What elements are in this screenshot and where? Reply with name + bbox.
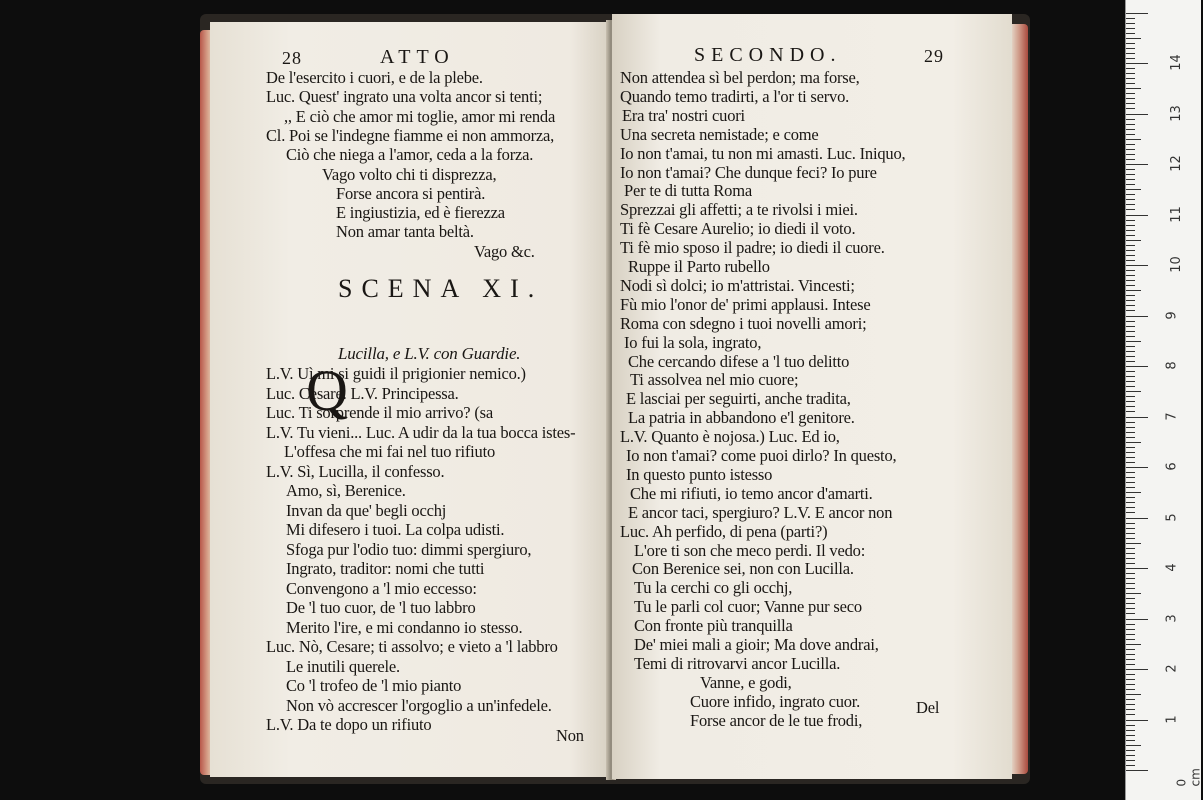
right-page-edge	[1010, 24, 1028, 774]
ruler-tick	[1126, 518, 1148, 519]
verse-line: Una secreta nemistade; e come	[620, 124, 819, 144]
ruler-tick	[1126, 427, 1135, 428]
ruler-tick	[1126, 169, 1135, 170]
ruler-number: 2	[1164, 664, 1180, 673]
ruler-tick	[1126, 492, 1141, 493]
ruler-tick	[1126, 447, 1135, 448]
verse-line: Tu le parli col cuor; Vanne pur seco	[634, 597, 862, 617]
verse-line: Ciò che niega a l'amor, ceda a la forza.	[286, 145, 534, 165]
ruler-tick	[1126, 199, 1135, 200]
ruler-tick	[1126, 735, 1135, 736]
ruler-tick	[1126, 603, 1135, 604]
ruler-tick	[1126, 462, 1135, 463]
ruler-tick	[1126, 33, 1135, 34]
ruler-tick	[1126, 401, 1135, 402]
ruler-number: 6	[1164, 462, 1180, 471]
ruler-tick	[1126, 43, 1135, 44]
measuring-ruler	[1125, 0, 1201, 800]
ruler-tick	[1126, 149, 1135, 150]
ruler-tick	[1126, 442, 1141, 443]
verse-line: La patria in abbandono e'l genitore.	[628, 408, 855, 428]
ruler-number: 12	[1168, 155, 1184, 172]
ruler-tick	[1126, 528, 1135, 529]
ruler-tick	[1126, 457, 1135, 458]
ruler-tick	[1126, 255, 1135, 256]
ruler-tick	[1126, 73, 1135, 74]
ruler-tick	[1126, 270, 1135, 271]
verse-line: Io fui la sola, ingrato,	[624, 332, 762, 352]
ruler-tick	[1126, 174, 1135, 175]
verse-line: L.V. Da te dopo un rifiuto	[266, 715, 432, 734]
verse-line: Non vò accrescer l'orgoglio a un'infedele.	[286, 695, 552, 715]
ruler-tick	[1126, 189, 1141, 190]
ruler-tick	[1126, 512, 1135, 513]
verse-line: Roma con sdegno i tuoi novelli amori;	[620, 313, 867, 333]
ruler-tick	[1126, 78, 1135, 79]
verse-line: In questo punto istesso	[626, 464, 773, 484]
ruler-tick	[1126, 770, 1148, 771]
ruler-tick	[1126, 88, 1141, 89]
ruler-tick	[1126, 406, 1135, 407]
ruler-number: 11	[1168, 205, 1184, 223]
ruler-tick	[1126, 53, 1135, 54]
ruler-tick	[1126, 543, 1141, 544]
catchword-right: Del	[916, 698, 940, 717]
ruler-tick	[1126, 98, 1135, 99]
ruler-tick	[1126, 507, 1135, 508]
verse-line: Luc. Nò, Cesare; ti assolvo; e vieto a 'l labbro	[266, 637, 558, 656]
ruler-tick	[1126, 432, 1135, 433]
ruler-tick	[1126, 139, 1141, 140]
ruler-tick	[1126, 336, 1135, 337]
verse-line: Le inutili querele.	[286, 656, 400, 676]
verse-line: Sprezzai gli affetti; a te rivolsi i miei.	[620, 200, 858, 220]
verse-line: Vanne, e godi,	[700, 672, 792, 692]
verse-line: Per te di tutta Roma	[624, 181, 752, 201]
ruler-tick	[1126, 437, 1135, 438]
verse-line: Forse ancor de le tue frodi,	[690, 710, 863, 730]
ruler-tick	[1126, 593, 1141, 594]
ruler-number: 3	[1164, 613, 1180, 623]
verse-line: Io non t'amai? come puoi dirlo? In questo,	[626, 446, 897, 465]
verse-line: Cl. Poi se l'indegne fiamme ei non ammorza,	[266, 125, 555, 145]
verse-line: Ti assolvea nel mio cuore;	[630, 370, 799, 390]
ruler-tick	[1126, 184, 1135, 185]
ruler-tick	[1126, 265, 1148, 266]
ruler-tick	[1126, 699, 1135, 700]
ruler-tick	[1126, 63, 1148, 64]
ruler-number: 1	[1164, 714, 1180, 724]
drop-cap: Q	[306, 358, 348, 423]
verse-line: Che cercando difese a 'l tuo delitto	[628, 351, 850, 371]
ruler-tick	[1126, 93, 1135, 94]
ruler-tick	[1126, 114, 1148, 115]
verse-line: Ti fè Cesare Aurelio; io diedi il voto.	[620, 219, 856, 239]
ruler-tick	[1126, 629, 1135, 630]
ruler-unit-label: 0 cm	[1174, 768, 1203, 787]
ruler-tick	[1126, 750, 1135, 751]
ruler-tick	[1126, 523, 1135, 524]
verse-line: Cuore infido, ingrato cuor.	[690, 691, 861, 711]
ruler-tick	[1126, 351, 1135, 352]
verse-line: Sfoga pur l'odio tuo: dimmi spergiuro,	[286, 539, 532, 559]
page-number-right: 29	[924, 46, 944, 66]
ruler-tick	[1126, 179, 1135, 180]
ruler-tick	[1126, 366, 1148, 367]
verse-line: Amo, sì, Berenice.	[286, 481, 406, 500]
verse-line: Nodi sì dolci; io m'attristai. Vincesti;	[620, 275, 855, 295]
ruler-tick	[1126, 220, 1135, 221]
verse-line: De 'l tuo cuor, de 'l tuo labbro	[286, 598, 476, 617]
ruler-tick	[1126, 472, 1135, 473]
scene-title: SCENA XI.	[338, 274, 544, 303]
ruler-number: 13	[1168, 104, 1184, 122]
right-page	[612, 14, 1012, 779]
verse-line: De' miei mali a gioir; Ma dove andrai,	[634, 635, 879, 654]
ruler-tick	[1126, 411, 1135, 412]
verse-line: Non amar tanta beltà.	[336, 222, 474, 242]
ruler-tick	[1126, 649, 1135, 650]
ruler-tick	[1126, 159, 1135, 160]
verse-line: L'ore ti son che meco perdi. Il vedo:	[634, 540, 866, 560]
ruler-tick	[1126, 285, 1135, 286]
verse-line: E ancor taci, spergiuro? L.V. E ancor non	[628, 502, 893, 522]
ruler-tick	[1126, 144, 1135, 145]
ruler-tick	[1126, 230, 1135, 231]
ruler-tick	[1126, 669, 1148, 670]
ruler-tick	[1126, 598, 1135, 599]
ruler-tick	[1126, 321, 1135, 322]
ruler-tick	[1126, 583, 1135, 584]
verse-line: L'offesa che mi fai nel tuo rifiuto	[284, 442, 496, 461]
ruler-tick	[1126, 38, 1141, 39]
ruler-tick	[1126, 497, 1135, 498]
ruler-tick	[1126, 477, 1135, 478]
ruler-tick	[1126, 674, 1135, 675]
ruler-tick	[1126, 740, 1135, 741]
ruler-tick	[1126, 346, 1135, 347]
ruler-tick	[1126, 467, 1148, 468]
ruler-tick	[1126, 341, 1141, 342]
ruler-tick	[1126, 765, 1135, 766]
ruler-tick	[1126, 396, 1135, 397]
verse-line: Convengono a 'l mio eccesso:	[286, 578, 477, 598]
ruler-tick	[1126, 326, 1135, 327]
ruler-tick	[1126, 709, 1135, 710]
running-head-right: SECONDO.	[694, 44, 842, 66]
verse-line: Io non t'amai? Che dunque feci? Io pure	[620, 162, 877, 182]
ruler-tick	[1126, 164, 1148, 165]
ruler-tick	[1126, 371, 1135, 372]
page-number-left: 28	[282, 48, 302, 68]
ruler-tick	[1126, 83, 1135, 84]
ruler-tick	[1126, 381, 1135, 382]
ruler-tick	[1126, 103, 1135, 104]
running-head-left: ATTO	[380, 46, 455, 68]
ruler-tick	[1126, 644, 1141, 645]
verse-line: Ingrato, traditor: nomi che tutti	[286, 559, 485, 578]
ruler-tick	[1126, 386, 1135, 387]
ruler-tick	[1126, 608, 1135, 609]
verse-line: Invan da que' begli occhj	[286, 500, 447, 520]
ruler-tick	[1126, 502, 1135, 503]
ruler-tick	[1126, 18, 1135, 19]
verse-line: Con Berenice sei, non con Lucilla.	[632, 559, 854, 579]
ruler-tick	[1126, 558, 1135, 559]
ruler-tick	[1126, 664, 1135, 665]
verse-line: Luc. Ti sorprende il mio arrivo? (sa	[266, 403, 493, 422]
ruler-number: 8	[1164, 361, 1180, 370]
ruler-tick	[1126, 356, 1135, 357]
ruler-tick	[1126, 310, 1135, 311]
ruler-tick	[1126, 240, 1141, 241]
ruler-tick	[1126, 331, 1135, 332]
ruler-number: 10	[1168, 256, 1184, 273]
ruler-tick	[1126, 568, 1148, 569]
ruler-number: 5	[1164, 512, 1180, 522]
ruler-tick	[1126, 533, 1135, 534]
verse-line: E lasciai per seguirti, anche tradita,	[626, 389, 851, 409]
ruler-tick	[1126, 704, 1135, 705]
ruler-tick	[1126, 563, 1135, 564]
ruler-number: 7	[1164, 411, 1180, 421]
ruler-tick	[1126, 376, 1135, 377]
ruler-number: 4	[1164, 563, 1180, 572]
ruler-tick	[1126, 194, 1135, 195]
verse-line: Vago volto chi ti disprezza,	[322, 164, 497, 184]
ruler-tick	[1126, 760, 1135, 761]
verse-line: Luc. Cesare. L.V. Principessa.	[266, 383, 459, 403]
ruler-tick	[1126, 275, 1135, 276]
ruler-tick	[1126, 209, 1135, 210]
ruler-tick	[1126, 452, 1135, 453]
ruler-tick	[1126, 487, 1135, 488]
verse-line: Co 'l trofeo de 'l mio pianto	[286, 676, 462, 695]
ruler-tick	[1126, 129, 1135, 130]
ruler-tick	[1126, 235, 1135, 236]
left-page	[210, 22, 610, 777]
verse-line: Ruppe il Parto rubello	[628, 257, 770, 276]
verse-line: Luc. Quest' ingrato una volta ancor si tenti;	[266, 87, 543, 107]
ruler-tick	[1126, 316, 1148, 317]
verse-line: Tu la cerchi co gli occhj,	[634, 578, 793, 598]
ruler-tick	[1126, 361, 1135, 362]
ruler-tick	[1126, 745, 1141, 746]
ruler-tick	[1126, 613, 1135, 614]
verse-line: ,, E ciò che amor mi toglie, amor mi renda	[284, 106, 556, 126]
ruler-tick	[1126, 204, 1135, 205]
ruler-tick	[1126, 154, 1135, 155]
ruler-tick	[1126, 639, 1135, 640]
verse-line: De l'esercito i cuori, e de la plebe.	[266, 68, 483, 87]
ruler-tick	[1126, 588, 1135, 589]
verse-line: Mi difesero i tuoi. La colpa udisti.	[286, 520, 505, 539]
ruler-number: 9	[1164, 310, 1180, 320]
ruler-tick	[1126, 684, 1135, 685]
ruler-tick	[1126, 619, 1148, 620]
ruler-tick	[1126, 250, 1135, 251]
ruler-tick	[1126, 679, 1135, 680]
ruler-tick	[1126, 720, 1148, 721]
verse-line: Merito l'ire, e mi condanno io stesso.	[286, 617, 523, 637]
ruler-tick	[1126, 13, 1148, 14]
verse-line: Ti fè mio sposo il padre; io diedi il cuore.	[620, 238, 885, 258]
ruler-tick	[1126, 124, 1135, 125]
ruler-tick	[1126, 482, 1135, 483]
ruler-tick	[1126, 694, 1141, 695]
ruler-tick	[1126, 391, 1141, 392]
ruler-tick	[1126, 730, 1135, 731]
ruler-tick	[1126, 23, 1135, 24]
ruler-tick	[1126, 245, 1135, 246]
ruler-tick	[1126, 108, 1135, 109]
verse-line: Io non t'amai, tu non mi amasti. Luc. Iniquo,	[620, 143, 906, 163]
ruler-tick	[1126, 48, 1135, 49]
ruler-tick	[1126, 422, 1135, 423]
ruler-tick	[1126, 280, 1135, 281]
ruler-tick	[1126, 58, 1135, 59]
catchword-left: Non	[556, 726, 584, 745]
verse-line: Quando temo tradirti, a l'or ti servo.	[620, 86, 850, 106]
ruler-tick	[1126, 553, 1135, 554]
ruler-tick	[1126, 755, 1135, 756]
ruler-tick	[1126, 573, 1135, 574]
verse-line: L.V. Uì mi si guidi il prigionier nemico.)	[266, 364, 526, 383]
ruler-tick	[1126, 119, 1135, 120]
ruler-tick	[1126, 28, 1135, 29]
verse-line: Forse ancora si pentirà.	[336, 183, 486, 203]
ruler-tick	[1126, 634, 1135, 635]
ruler-tick	[1126, 295, 1135, 296]
ruler-tick	[1126, 578, 1135, 579]
verse-line: Che mi rifiuti, io temo ancor d'amarti.	[630, 483, 873, 503]
ruler-tick	[1126, 659, 1135, 660]
verse-line: Non attendea sì bel perdon; ma forse,	[620, 68, 860, 87]
verse-line: L.V. Quanto è nojosa.) Luc. Ed io,	[620, 427, 840, 447]
ruler-tick	[1126, 134, 1135, 135]
ruler-tick	[1126, 624, 1135, 625]
verse-line: Con fronte più tranquilla	[634, 616, 793, 636]
ruler-tick	[1126, 300, 1135, 301]
ruler-tick	[1126, 654, 1135, 655]
ruler-tick	[1126, 305, 1135, 306]
ruler-tick	[1126, 225, 1135, 226]
ruler-tick	[1126, 725, 1135, 726]
verse-line: L.V. Tu vieni... Luc. A udir da la tua bocca istes-	[266, 422, 576, 442]
ruler-tick	[1126, 417, 1148, 418]
verse-line: E ingiustizia, ed è fierezza	[336, 203, 505, 223]
verse-line: Vago &c.	[474, 241, 535, 261]
verse-line: Fù mio l'onor de' primi applausi. Intese	[620, 294, 871, 314]
ruler-tick	[1126, 215, 1148, 216]
ruler-tick	[1126, 548, 1135, 549]
ruler-tick	[1126, 68, 1135, 69]
ruler-tick	[1126, 714, 1135, 715]
ruler-tick	[1126, 290, 1141, 291]
verse-line: Era tra' nostri cuori	[622, 105, 745, 125]
verse-line: Luc. Ah perfido, di pena (parti?)	[620, 521, 828, 541]
ruler-number: 14	[1168, 54, 1184, 71]
verse-line: L.V. Sì, Lucilla, il confesso.	[266, 461, 445, 481]
ruler-tick	[1126, 689, 1135, 690]
ruler-tick	[1126, 260, 1135, 261]
verse-line: Temi di ritrovarvi ancor Lucilla.	[634, 653, 841, 673]
ruler-tick	[1126, 538, 1135, 539]
scene-characters: Lucilla, e L.V. con Guardie.	[338, 344, 521, 363]
